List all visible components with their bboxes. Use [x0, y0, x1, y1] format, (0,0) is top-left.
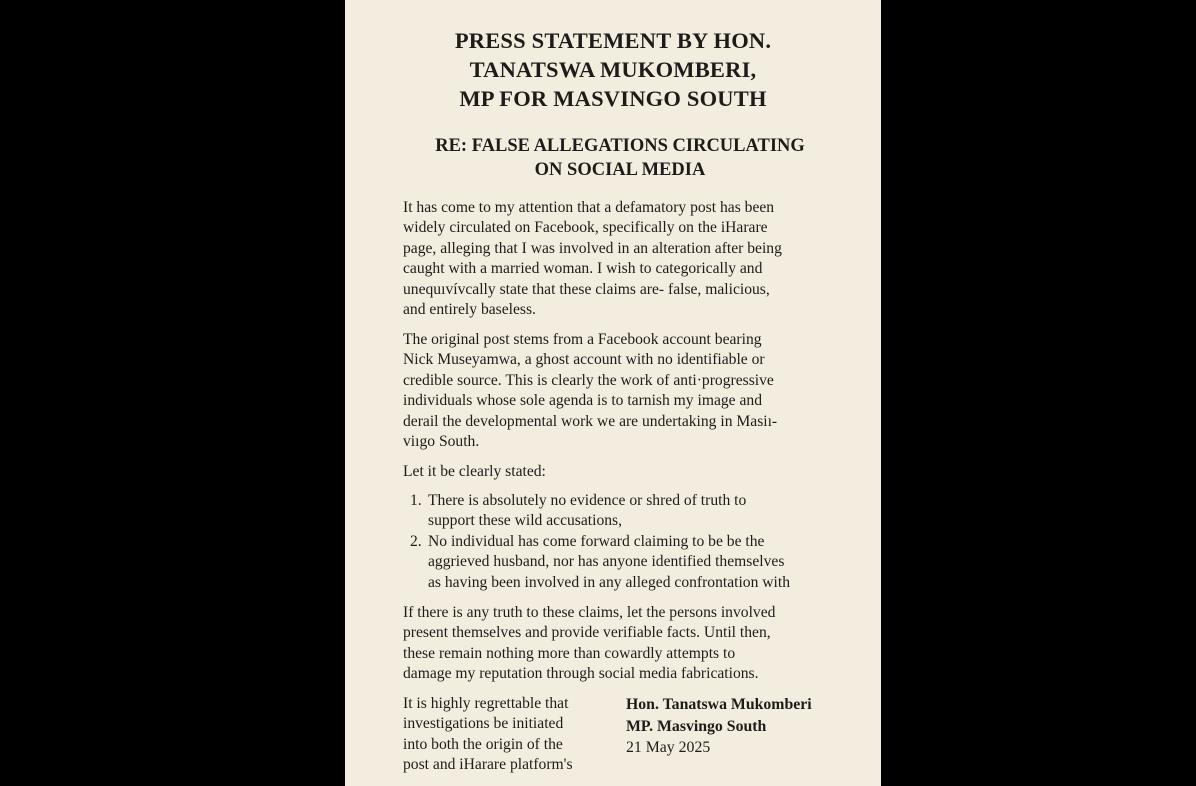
list-item	[403, 491, 843, 532]
text-line: damage my reputation through social media fabrications.	[403, 665, 759, 683]
text-line: present themselves and provide verifiable facts. Until then,	[403, 624, 771, 642]
text-line: It is highly regrettable that	[403, 695, 569, 712]
text-line: credible source. This is clearly the work of anti·progressive	[403, 371, 774, 389]
title-line: PRESS STATEMENT BY HON.	[454, 28, 772, 53]
text-line: individuals whose sole agenda is to tarnish my image and	[403, 392, 763, 410]
subtitle-line: RE: FALSE ALLEGATIONS CIRCULATING	[435, 136, 805, 156]
text-line: support these wild accusations,	[428, 512, 623, 530]
subtitle-line: ON SOCIAL MEDIA	[534, 160, 706, 180]
text-line: viıgo South.	[403, 433, 480, 451]
list-item-number: 2.	[410, 532, 422, 550]
text-line: aggrieved husband, nor has anyone identified themselves	[428, 553, 785, 571]
text-line: and entirely baseless.	[403, 301, 536, 319]
document-subtitle	[345, 134, 881, 182]
text-line: these remain nothing more than cowardly attempts to	[403, 644, 736, 662]
text-line: caught with a married woman. I wish to categorically and	[403, 260, 763, 278]
text-line: The original post stems from a Facebook account bearing	[403, 331, 762, 348]
list-item-number: 1.	[410, 492, 422, 509]
title-line: TANATSWA MUKOMBERI,	[469, 57, 757, 82]
paragraph-allegation	[403, 198, 843, 320]
text-line: investigations be initiated	[403, 715, 564, 733]
paragraph-source	[403, 330, 843, 452]
text-line: post and iHarare platform's	[403, 756, 573, 774]
text-line: widely circulated on Facebook, specifically on the iHarare	[403, 219, 768, 237]
signature-name: Hon. Tanatswa Mukomberi	[626, 696, 812, 713]
numbered-list	[403, 491, 843, 593]
text-line: It has come to my attention that a defamatory post has been	[403, 199, 775, 216]
signature-block	[626, 694, 866, 759]
list-item	[403, 532, 843, 593]
text-line: into both the origin of the	[403, 735, 563, 753]
text-line: No individual has come forward claiming to be be the	[428, 532, 765, 550]
title-line: MP FOR MASVINGO SOUTH	[459, 86, 767, 111]
text-line: as having been involved in any alleged confrontation with	[428, 573, 791, 591]
text-line: page, alleging that I was involved in an alteration after being	[403, 239, 782, 257]
paragraph-challenge	[403, 603, 843, 685]
paragraph-closing	[403, 694, 613, 776]
document-title	[345, 26, 881, 113]
paragraph-intro-list: Let it be clearly stated:	[403, 463, 546, 480]
press-statement-page	[345, 0, 881, 786]
signature-role: MP. Masvingo South	[626, 717, 767, 735]
text-line: Nick Museyamwa, a ghost account with no identifiable or	[403, 351, 765, 369]
text-line: derail the developmental work we are undertaking in Masiı-	[403, 412, 778, 430]
text-line: unequıvívcally state that these claims are- false, malicious,	[403, 280, 770, 298]
text-line: There is absolutely no evidence or shred of truth to	[428, 492, 747, 509]
signature-date: 21 May 2025	[626, 739, 711, 756]
text-line: If there is any truth to these claims, let the persons involved	[403, 604, 776, 621]
